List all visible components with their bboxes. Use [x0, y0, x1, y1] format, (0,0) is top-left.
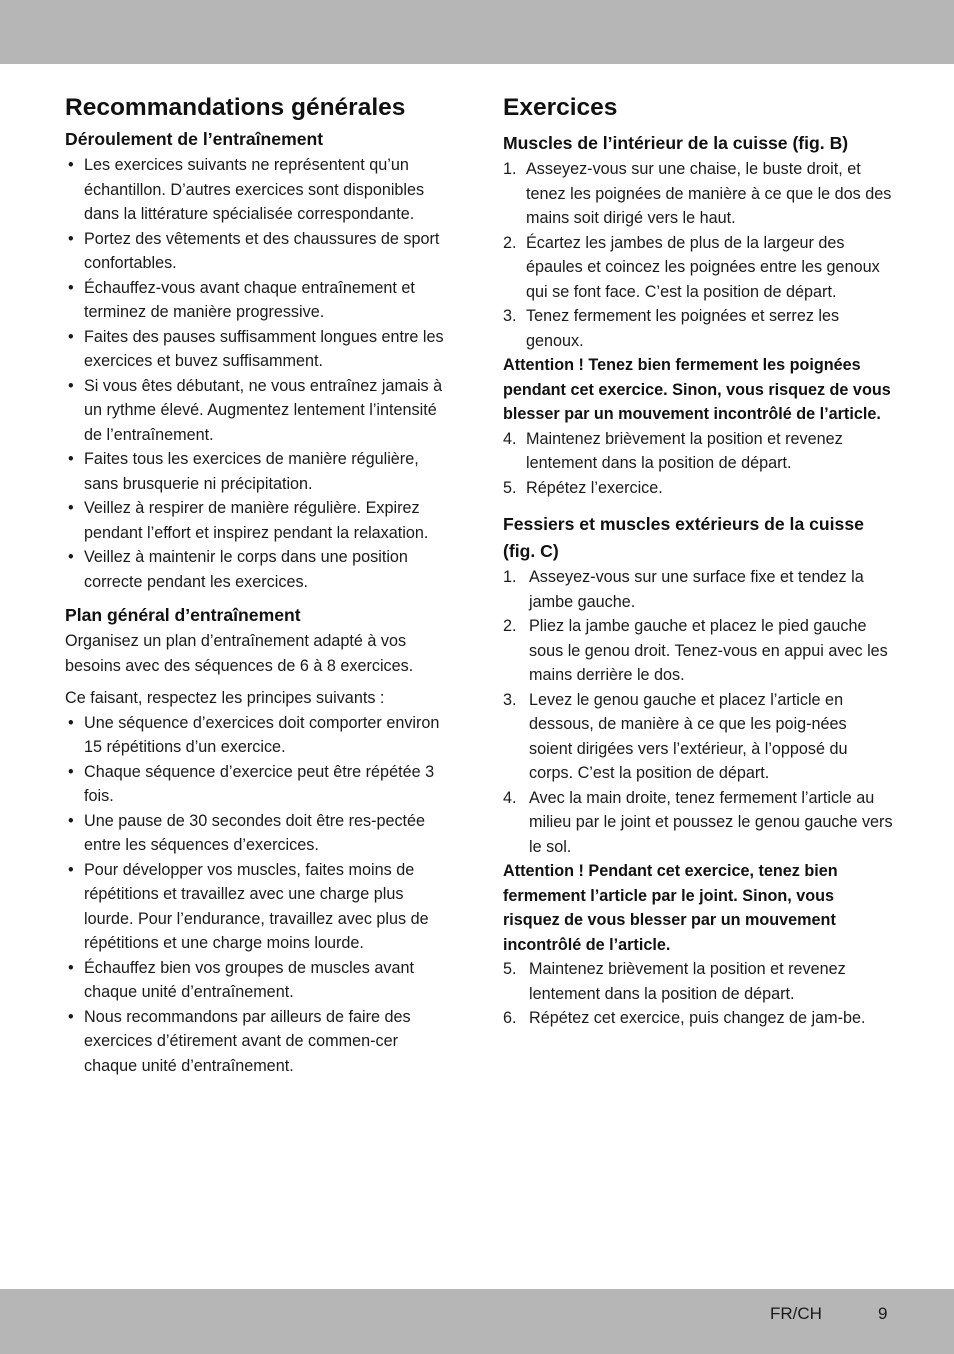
step-text: Levez le genou gauche et placez l’article en dessous, de manière à ce que les poig-nées soient dirigées vers l’extérieur, à l’opposé du corps. C’est la position de départ.	[529, 690, 848, 782]
list-item: • Veillez à respirer de manière régulière. Expirez pendant l’effort et inspirez pendant la relaxation.	[65, 496, 450, 545]
general-plan-principles-intro: Ce faisant, respectez les principes suivants :	[65, 689, 385, 707]
section-title-general-recommendations: Recommandations générales	[65, 94, 406, 121]
general-plan-intro: Organisez un plan d’entraînement adapté à vos besoins avec des séquences de 6 à 8 exercices.	[65, 632, 414, 675]
subheading-inner-thigh-exercise: Muscles de l’intérieur de la cuisse (fig. B)	[503, 133, 849, 153]
step-text: Répétez l’exercice.	[526, 478, 663, 497]
step-text: Répétez cet exercice, puis changez de jam-be.	[529, 1009, 866, 1027]
inner-thigh-warning: Attention ! Tenez bien fermement les poignées pendant cet exercice. Sinon, vous risquez de vous blesser par un mouvement incontrôlé de l’article.	[503, 356, 891, 423]
list-item: • Nous recommandons par ailleurs de faire des exercices d’étirement avant de commen-cer chaque unité d’entraînement.	[65, 1005, 450, 1079]
subheading-glutes-outer-thigh-exercise: Fessiers et muscles extérieurs de la cuisse (fig. C)	[503, 514, 864, 561]
step-number: 6.	[503, 1009, 517, 1027]
glutes-outer-thigh-warning: Attention ! Pendant cet exercice, tenez bien fermement l’article par le joint. Sinon, vous risquez de vous blesser par un mouvement incontrôlé de l’article.	[503, 862, 838, 954]
section-title-exercises: Exercices	[503, 94, 618, 121]
step-text: Tenez fermement les poignées et serrez les genoux.	[526, 307, 840, 350]
subheading-general-plan: Plan général d’entraînement	[65, 605, 301, 625]
step-number: 2.	[503, 233, 517, 252]
list-item: • Les exercices suivants ne représentent qu’un échantillon. D’autres exercices sont disponibles dans la littérature spécialisée correspondante.	[65, 153, 450, 227]
step-number: 4.	[503, 429, 517, 448]
list-item: • Si vous êtes débutant, ne vous entraînez jamais à un rythme élevé. Augmentez lentement l’intensité de l’entraînement.	[65, 374, 450, 448]
list-item: • Une séquence d’exercices doit comporter environ 15 répétitions d’un exercice.	[65, 711, 450, 760]
footer-language-code: FR/CH	[770, 1304, 822, 1323]
step-item	[503, 427, 893, 476]
step-text: Avec la main droite, tenez fermement l’article au milieu par le joint et poussez le genou gauche vers le sol.	[529, 788, 893, 856]
glutes-outer-thigh-steps-continued	[503, 957, 893, 1031]
glutes-outer-thigh-steps	[503, 565, 893, 859]
step-item	[503, 565, 893, 614]
step-text: Maintenez brièvement la position et revenez lentement dans la position de départ.	[526, 429, 843, 472]
general-plan-principles-list	[65, 711, 450, 1079]
step-item	[503, 786, 893, 860]
step-number: 3.	[503, 690, 517, 709]
list-item: • Veillez à maintenir le corps dans une position correcte pendant les exercices.	[65, 545, 450, 594]
list-item: • Faites des pauses suffisamment longues entre les exercices et buvez suffisamment.	[65, 325, 450, 374]
list-item: • Faites tous les exercices de manière régulière, sans brusquerie ni précipitation.	[65, 447, 450, 496]
right-column	[503, 92, 893, 1031]
step-text: Asseyez-vous sur une surface fixe et tendez la jambe gauche.	[529, 568, 864, 611]
header-band	[0, 0, 954, 64]
subheading-training-procedure: Déroulement de l’entraînement	[65, 129, 324, 149]
list-item: • Échauffez bien vos groupes de muscles avant chaque unité d’entraînement.	[65, 956, 450, 1005]
step-text: Asseyez-vous sur une chaise, le buste droit, et tenez les poignées de manière à ce que le dos des mains soit dirigé vers le haut.	[526, 160, 892, 227]
step-item	[503, 157, 893, 231]
step-number: 2.	[503, 617, 517, 635]
list-item: • Échauffez-vous avant chaque entraînement et terminez de manière progressive.	[65, 276, 450, 325]
step-item	[503, 1006, 893, 1031]
step-number: 5.	[503, 960, 517, 978]
list-item: • Une pause de 30 secondes doit être res-pectée entre les séquences d’exercices.	[65, 809, 450, 858]
inner-thigh-steps	[503, 157, 893, 353]
page-number: 9	[878, 1304, 888, 1323]
step-text: Écartez les jambes de plus de la largeur des épaules et coincez les poignées entre les genoux qui se font face. C’est la position de départ.	[526, 233, 880, 301]
list-item: • Portez des vêtements et des chaussures de sport confortables.	[65, 227, 450, 276]
left-column	[65, 92, 450, 1084]
step-item	[503, 957, 893, 1006]
step-item	[503, 304, 893, 353]
list-item: • Chaque séquence d’exercice peut être répétée 3 fois.	[65, 760, 450, 809]
step-number: 1.	[503, 160, 517, 178]
step-item	[503, 476, 893, 501]
training-procedure-list	[65, 153, 450, 594]
step-number: 3.	[503, 307, 517, 325]
step-item	[503, 614, 893, 688]
inner-thigh-steps-continued	[503, 427, 893, 501]
step-item	[503, 688, 893, 786]
list-item: • Pour développer vos muscles, faites moins de répétitions et travaillez avec une charge plus lourde. Pour l’endurance, travaillez avec plus de répétitions et une charge moins lourde.	[65, 858, 450, 956]
step-number: 5.	[503, 478, 517, 497]
step-item	[503, 231, 893, 305]
step-number: 1.	[503, 568, 517, 586]
step-text: Maintenez brièvement la position et revenez lentement dans la position de départ.	[529, 960, 846, 1003]
step-text: Pliez la jambe gauche et placez le pied gauche sous le genou droit. Tenez-vous en appui avec les mains derrière le dos.	[529, 617, 888, 684]
step-number: 4.	[503, 788, 517, 807]
